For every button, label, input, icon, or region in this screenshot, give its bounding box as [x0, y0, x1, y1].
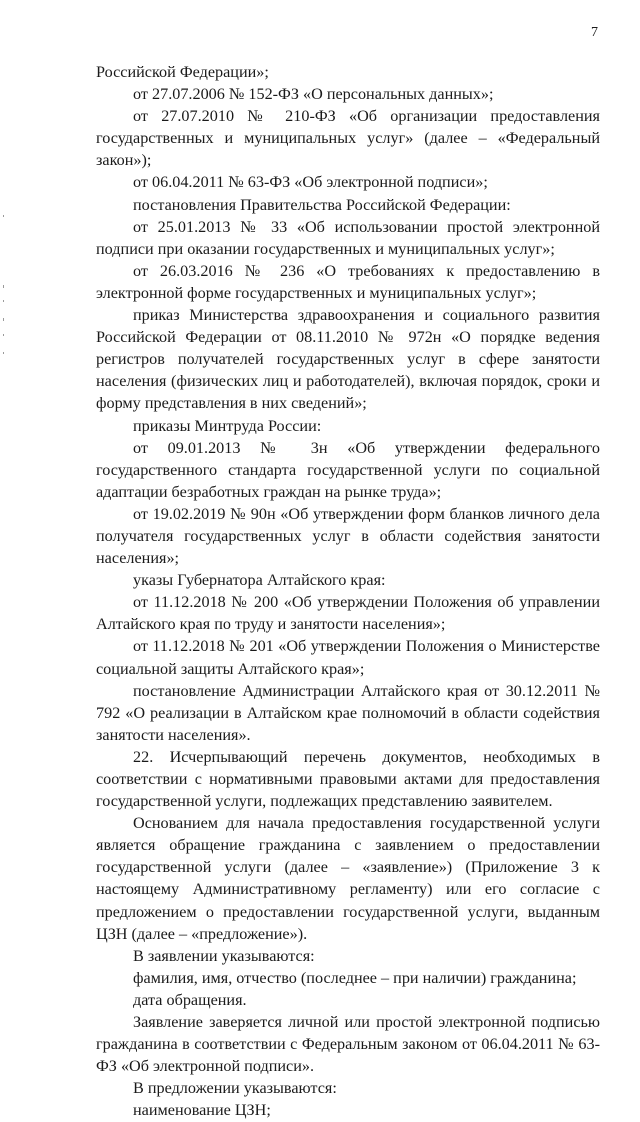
paragraph: В предложении указываются: — [133, 1079, 337, 1098]
paragraph: фамилия, имя, отчество (последнее – при наличии) гражданина; — [133, 968, 577, 987]
paragraph: от 19.02.2019 № 90н «Об утверждении форм бланков личного дела получателя государственных услуг в области содействия занятости населения»; — [96, 504, 600, 568]
page-number: 7 — [591, 25, 598, 40]
paragraph: приказ Министерства здравоохранения и социального развития Российской Федерации от 08.11.2010 № 972н «О порядке ведения регистров получателей государственных услуг в сфере занятости населения (физических лиц и работодателей), включая порядок, сроки и форму представления в них сведений»; — [96, 306, 600, 413]
paragraph: от 26.03.2016 № 236 «О требованиях к предоставлению в электронной форме государственных и муниципальных услуг»; — [96, 261, 600, 302]
paragraph: от 27.07.2010 № 210-ФЗ «Об организации предоставления государственных и муниципальных услуг» (далее – «Федеральный закон»); — [96, 107, 600, 170]
paragraph: от 11.12.2018 № 200 «Об утверждении Положения об управлении Алтайского края по труду и занятости населения»; — [96, 593, 600, 634]
paragraph: Российской Федерации»; — [96, 63, 269, 81]
paragraph: от 25.01.2013 № 33 «Об использовании простой электронной подписи при оказании государственных и муниципальных услуг»; — [96, 217, 600, 258]
document-body — [96, 61, 600, 1122]
paragraph: Основанием для начала предоставления государственной услуги является обращение гражданина с заявлением о предоставлении государственной услуги (далее – «заявление») (Приложение 3 к настоящему Административному регламенту) или его согласие с предложением о предоставлении государственной услуги, выданным ЦЗН (далее – «предложение»). — [96, 814, 600, 943]
paragraph: Заявление заверяется личной или простой электронной подписью гражданина в соответствии с Федеральным законом от 06.04.2011 № 63-ФЗ «Об электронной подписи». — [96, 1013, 600, 1076]
paragraph: дата обращения. — [133, 990, 247, 1009]
paragraph: В заявлении указываются: — [133, 946, 315, 965]
paragraph: от 11.12.2018 № 201 «Об утверждении Положения о Министерстве социальной защиты Алтайского края»; — [96, 637, 600, 678]
paragraph: от 27.07.2006 № 152-ФЗ «О персональных данных»; — [133, 85, 494, 104]
paragraph: от 09.01.2013 № 3н «Об утверждении федерального государственного стандарта государственной услуги по социальной адаптации безработных граждан на рынке труда»; — [96, 438, 600, 501]
paragraph: приказы Минтруда России: — [133, 416, 322, 435]
paragraph: постановления Правительства Российской Федерации: — [133, 195, 511, 214]
paragraph: наименование ЦЗН; — [133, 1101, 271, 1120]
scan-edge-marks — [0, 0, 8, 905]
paragraph: от 06.04.2011 № 63-ФЗ «Об электронной подписи»; — [133, 173, 488, 192]
paragraph: 22. Исчерпывающий перечень документов, необходимых в соответствии с нормативными правовыми актами для предоставления государственной услуги, подлежащих представлению заявителем. — [96, 747, 600, 811]
paragraph: постановление Администрации Алтайского края от 30.12.2011 № 792 «О реализации в Алтайском крае полномочий в области содействия занятости населения». — [96, 681, 600, 744]
paragraph: указы Губернатора Алтайского края: — [133, 571, 386, 590]
